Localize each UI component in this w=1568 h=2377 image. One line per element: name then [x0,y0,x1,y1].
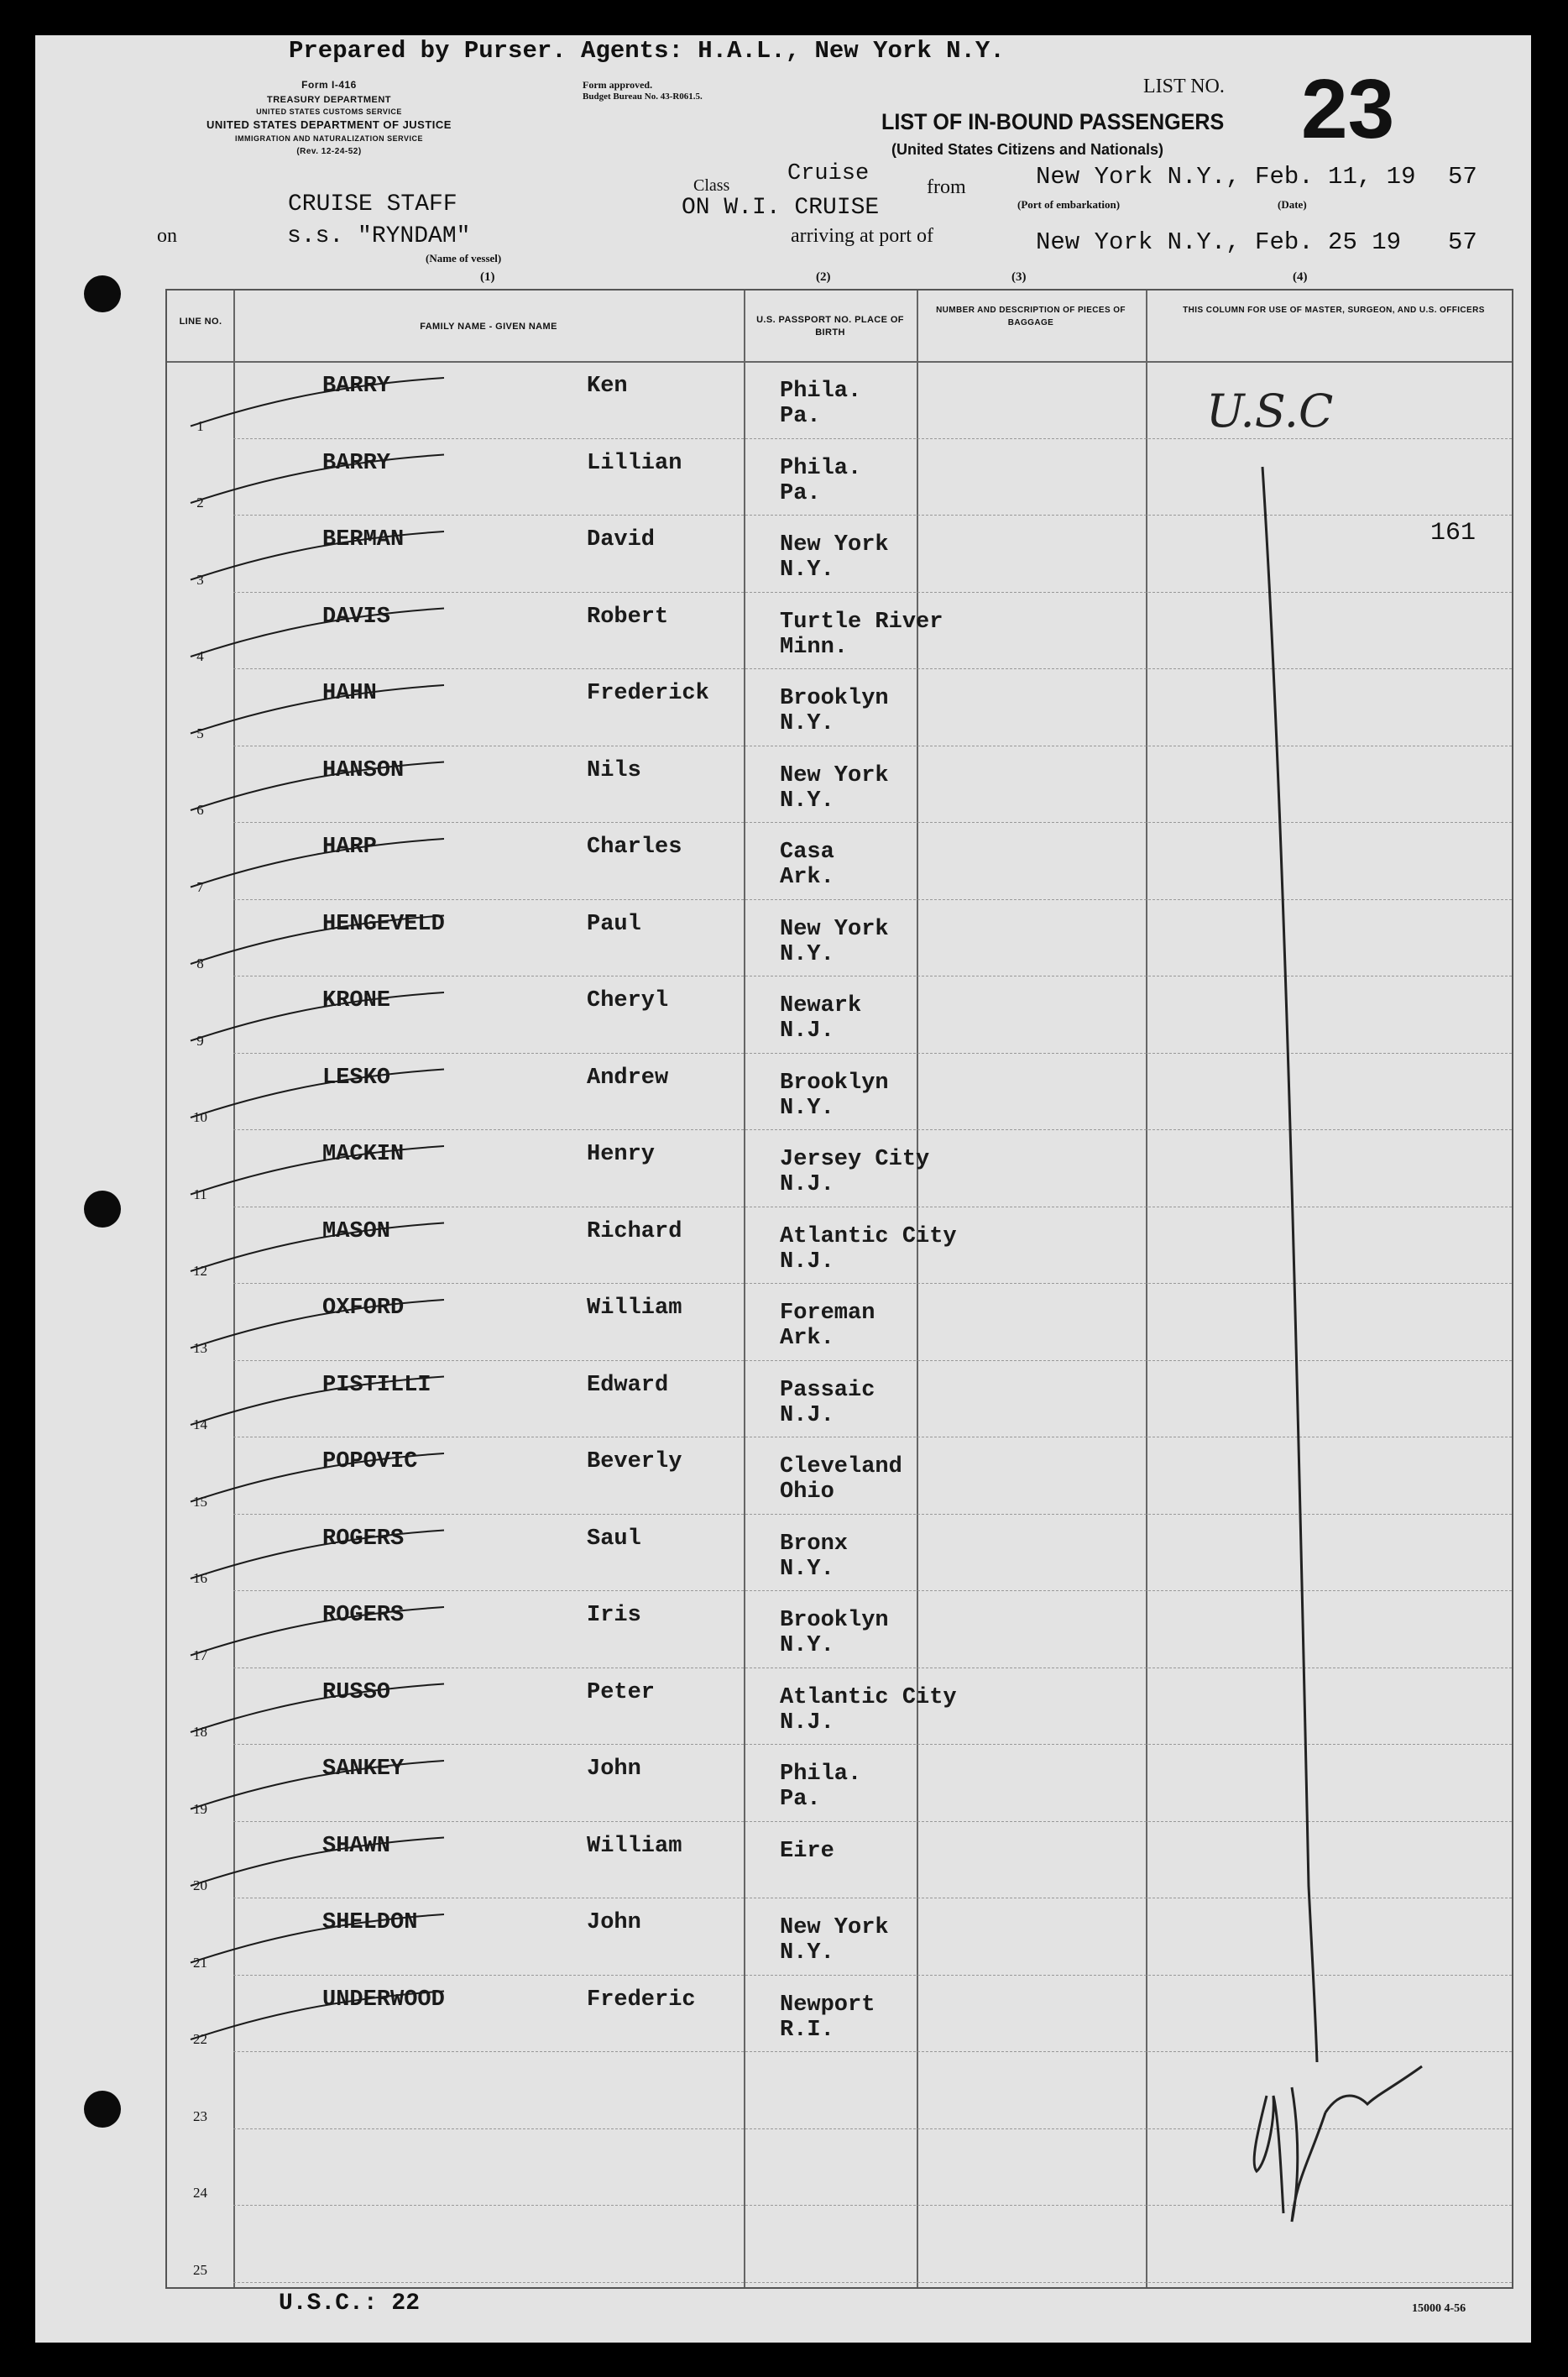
row-rule [233,438,1512,439]
row-number: 22 [193,2031,207,2047]
row-number: 16 [193,1570,207,1586]
place-of-birth-line1: Eire [780,1838,834,1864]
place-of-birth-line1: New York [780,916,889,942]
row-number: 13 [193,1339,207,1356]
vessel-caption: (Name of vessel) [426,252,502,264]
family-name: MACKIN [322,1142,405,1167]
row-number: 4 [196,648,204,664]
family-name: UNDERWOOD [322,1987,445,2013]
row-rule [233,592,1512,593]
given-name: Peter [587,1679,656,1705]
row-rule [233,1283,1512,1284]
row-number: 20 [193,1877,207,1893]
header-officers: THIS COLUMN FOR USE OF MASTER, SURGEON, AND U.S. OFFICERS [1183,306,1485,315]
place-of-birth-line1: Brooklyn [780,1608,889,1633]
row-number: 1 [196,417,204,434]
row-number: 8 [196,956,204,971]
row-rule [233,1053,1512,1054]
place-of-birth-line2: Ohio [780,1479,834,1505]
date-caption: (Date) [1278,198,1307,211]
row-number: 19 [193,1800,207,1817]
class-label: Class [693,176,730,195]
place-of-birth-line2: N.J. [780,1018,834,1044]
place-of-birth-line2: Ark. [780,1326,834,1351]
row-number: 7 [196,878,204,895]
arriving-label: arriving at port of [791,225,933,247]
row-number: 6 [196,802,204,818]
given-name: Charles [587,835,682,860]
header-baggage: NUMBER AND DESCRIPTION OF PIECES OF BAGGAGE [936,306,1126,327]
row-rule [233,2128,1512,2129]
family-name: PISTILLI [322,1372,431,1398]
form-immigration: IMMIGRATION AND NATURALIZATION SERVICE [235,134,423,143]
given-name: Richard [587,1218,682,1244]
place-of-birth-line1: Atlantic City [780,1684,957,1710]
place-of-birth-line1: Casa [780,840,834,865]
class-value: Cruise [787,161,870,186]
family-name: OXFORD [322,1296,405,1321]
given-name: Cheryl [587,988,669,1013]
row-rule [233,1975,1512,1976]
row-rule [233,1744,1512,1745]
arriving-value: New York N.Y., Feb. 25 19 [1036,228,1402,256]
row-number: 9 [196,1032,204,1049]
place-of-birth-line1: Phila. [780,379,862,404]
place-of-birth-line2: N.Y. [780,558,834,583]
row-number: 17 [193,1647,207,1663]
given-name: Iris [587,1603,641,1628]
family-name: SHELDON [322,1910,418,1935]
row-rule [233,2051,1512,2052]
punch-hole-bottom [84,2091,121,2128]
place-of-birth-line1: Turtle River [780,609,943,635]
form-revision: (Rev. 12-24-52) [296,147,362,156]
given-name: Saul [587,1526,641,1552]
row-rule [233,515,1512,516]
family-name: SHAWN [322,1833,391,1859]
row-rule [233,668,1512,669]
family-name: BERMAN [322,527,405,552]
list-number: 23 [1301,62,1395,156]
family-name: HAHN [322,681,377,706]
row-number: 2 [196,495,204,510]
header-passport: U.S. PASSPORT NO. PLACE OF BIRTH [756,315,904,338]
vessel-name: s.s. "RYNDAM" [287,223,471,249]
place-of-birth-line1: Atlantic City [780,1223,957,1249]
place-of-birth-line1: New York [780,762,889,788]
place-of-birth-line1: Cleveland [780,1454,902,1479]
form-number: Form I-416 [301,79,357,91]
list-title: LIST OF IN-BOUND PASSENGERS [881,109,1225,134]
punch-hole-top [84,275,121,312]
row-rule [233,899,1512,900]
officer-signature [1254,2066,1422,2222]
place-of-birth-line2: Pa. [780,480,821,506]
place-of-birth-line1: Bronx [780,1531,849,1557]
from-year: 57 [1448,163,1477,191]
place-of-birth-line1: New York [780,1915,889,1940]
on-label: on [157,225,177,247]
row-rule [233,1590,1512,1591]
row-number: 11 [193,1186,207,1202]
col-num-2: (2) [816,270,831,284]
form-justice: UNITED STATES DEPARTMENT OF JUSTICE [206,118,452,131]
row-rule [233,2282,1512,2283]
given-name: William [587,1296,682,1321]
from-value: New York N.Y., Feb. 11, 19 [1036,163,1416,191]
passenger-table [165,289,1513,2289]
cruise-name: ON W.I. CRUISE [682,195,880,221]
place-of-birth-line1: Newport [780,1992,875,2018]
family-name: KRONE [322,988,391,1013]
col-num-4: (4) [1293,270,1308,284]
given-name: Beverly [587,1449,682,1474]
punch-hole-middle [84,1191,121,1228]
place-of-birth-line1: Passaic [780,1377,875,1403]
place-of-birth-line2: R.I. [780,2017,834,2043]
budget-bureau: Budget Bureau No. 43-R061.5. [583,92,703,102]
header-line-no: LINE NO. [179,317,222,327]
row-number: 10 [193,1109,207,1125]
header-name: FAMILY NAME - GIVEN NAME [420,322,557,332]
place-of-birth-line2: N.J. [780,1249,834,1275]
given-name: Lillian [587,450,682,476]
port-caption: (Port of embarkation) [1017,198,1121,211]
place-of-birth-line2: N.Y. [780,1095,834,1121]
row-rule [233,1360,1512,1361]
manifest-page [35,35,1531,2343]
place-of-birth-line1: Phila. [780,455,862,481]
row-number: 23 [193,2107,207,2124]
given-name: Frederic [587,1987,696,2013]
given-name: Ken [587,374,628,399]
place-of-birth-line2: N.Y. [780,1556,834,1582]
place-of-birth-line2: Pa. [780,404,821,429]
given-name: Paul [587,911,641,937]
given-name: Henry [587,1142,656,1167]
place-of-birth-line2: N.Y. [780,941,834,967]
row-rule [233,1514,1512,1515]
place-of-birth-line1: Foreman [780,1301,875,1326]
row-number: 5 [196,725,204,741]
given-name: David [587,527,656,552]
family-name: ROGERS [322,1526,405,1552]
given-name: Frederick [587,681,709,706]
given-name: Robert [587,604,669,630]
given-name: John [587,1910,641,1935]
place-of-birth-line2: N.Y. [780,711,834,736]
family-name: HENGEVELD [322,911,445,937]
list-no-label: LIST NO. [1143,76,1225,97]
place-of-birth-line2: N.J. [780,1709,834,1736]
given-name: Edward [587,1372,669,1398]
place-of-birth-line1: Jersey City [780,1147,930,1172]
family-name: POPOVIC [322,1449,418,1474]
place-of-birth-line2: Minn. [780,634,849,660]
family-name: HANSON [322,757,405,783]
place-of-birth-line2: N.Y. [780,1633,834,1658]
family-name: BARRY [322,450,391,476]
family-name: SANKEY [322,1757,405,1782]
col-num-1: (1) [480,270,495,284]
print-code: 15000 4-56 [1412,2302,1466,2315]
place-of-birth-line1: Newark [780,993,862,1018]
family-name: DAVIS [322,604,391,630]
place-of-birth-line1: Brooklyn [780,686,889,711]
arriving-year: 57 [1448,228,1477,256]
from-label: from [927,176,966,198]
place-of-birth-line2: N.Y. [780,1940,834,1966]
officer-note-usc: U.S.C [1206,385,1334,437]
place-of-birth-line2: N.J. [780,1402,834,1428]
place-of-birth-line1: Brooklyn [780,1070,889,1096]
form-department: TREASURY DEPARTMENT [266,95,392,105]
usc-total: U.S.C.: 22 [279,2291,421,2317]
place-of-birth-line2: N.J. [780,1172,834,1197]
row-number: 18 [193,1724,207,1740]
page-count-161: 161 [1430,519,1477,547]
row-rule [233,1129,1512,1130]
row-number: 3 [196,571,204,588]
place-of-birth-line2: N.Y. [780,788,834,814]
row-number: 24 [193,2185,207,2201]
given-name: Nils [587,757,641,783]
given-name: William [587,1833,682,1859]
given-name: Andrew [587,1065,669,1091]
given-name: John [587,1757,641,1782]
place-of-birth-line1: Phila. [780,1762,862,1787]
row-rule [233,1821,1512,1822]
row-number: 25 [193,2261,207,2278]
family-name: MASON [322,1218,391,1244]
family-name: LESKO [322,1065,391,1091]
family-name: HARP [322,835,377,860]
row-number: 21 [193,1954,207,1971]
form-approved: Form approved. [583,79,653,91]
row-number: 14 [193,1416,207,1432]
form-service: UNITED STATES CUSTOMS SERVICE [256,107,402,116]
col-num-3: (3) [1011,270,1027,284]
place-of-birth-line1: New York [780,532,889,558]
family-name: BARRY [322,374,391,399]
row-rule [233,2205,1512,2206]
purser-note: Prepared by Purser. Agents: H.A.L., New York N.Y. [289,37,1005,65]
row-number: 12 [193,1263,207,1279]
row-number: 15 [193,1493,207,1510]
cruise-staff: CRUISE STAFF [288,191,457,217]
list-subtitle: (United States Citizens and Nationals) [891,141,1164,158]
family-name: RUSSO [322,1679,391,1705]
family-name: ROGERS [322,1603,405,1628]
place-of-birth-line2: Ark. [780,865,834,890]
usc-bracket-line [1262,467,1317,2062]
place-of-birth-line2: Pa. [780,1787,821,1812]
row-rule [233,822,1512,823]
